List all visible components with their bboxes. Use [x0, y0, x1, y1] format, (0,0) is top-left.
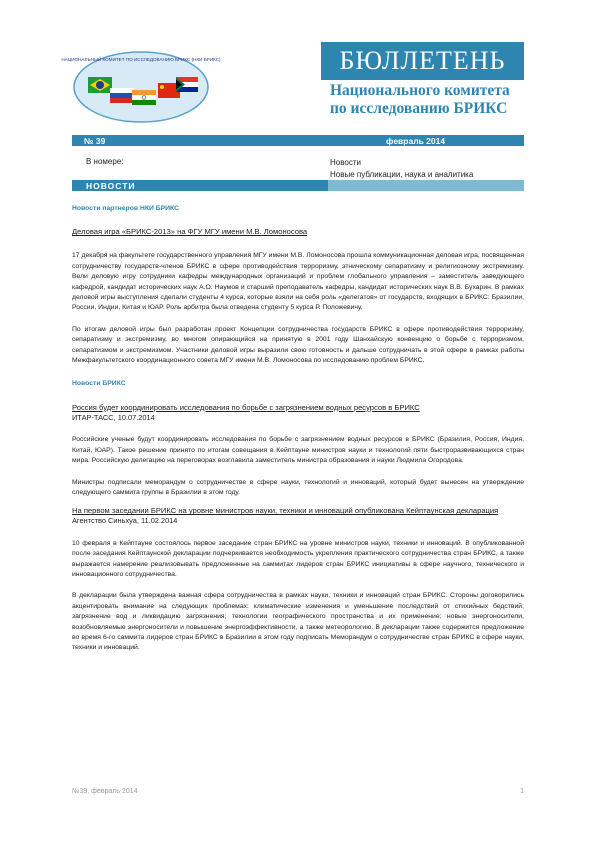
subtitle-line-2: по исследованию БРИКС — [330, 100, 508, 117]
contents-item-news[interactable]: Новости — [330, 158, 361, 167]
article-2-paragraph-1: Российские ученые будут координировать исследования по борьбе с загрязнением водных ресурсов в БРИКС (Бразилия, Россия, Индия, Китай, ЮАР). Такое решение принято по итогам совещания в Кейптауне министров науки и технологий пяти быстроразвивающихся стран мира. Российскую делегацию на переговорах возглавила заместитель министра образования и науки Людмила Огородова. — [72, 436, 524, 465]
bulletin-subtitle — [330, 82, 530, 118]
section-bar-light — [328, 180, 524, 191]
issue-date: февраль 2014 — [386, 135, 446, 146]
subtitle-line-1: Национального комитета — [330, 82, 510, 99]
contents-item-publications[interactable]: Новые публикации, наука и аналитика — [330, 170, 474, 179]
issue-number: № 39 — [84, 135, 106, 146]
article-3-title[interactable]: На первом заседании БРИКС на уровне министров науки, техники и инноваций опубликована Кейптаунская декларация — [72, 506, 499, 516]
main-content — [72, 204, 524, 665]
contents-label: В номере: — [86, 157, 124, 166]
news-section-label: НОВОСТИ — [86, 180, 136, 191]
article-1-paragraph-1: 17 декабря на факультете государственного управления МГУ имени М.В. Ломоносова прошла коммуникационная деловая игра, посвященная сотрудничеству государств-членов БРИКС в сфере противодействия терроризму, этническому сепаратизму и религиозному экстремизму. Вели деловую игру сотрудники кафедры международных организаций и проблем глобального управления – заместитель заведующего кафедрой, кандидат исторических наук А.О. Наумов и старший преподаватель кафедры, кандидат исторических наук В.В. Бухарин. В рамках деловой игры выступления сделали студенты 4 курса, которые взяли на себя роль «делегатов» от государств, входящих в БРИКС: Бразилии, России, Индии, Китая и ЮАР. Роль арбитра была отведена студенту 5 курса Р. Положевичу. — [72, 252, 524, 312]
page-number: 1 — [520, 788, 524, 795]
russia-flag-icon — [110, 88, 134, 103]
issue-bar — [72, 135, 524, 146]
article-2-paragraph-2: Министры подписали меморандум о сотрудничестве в сфере науки, технологий и инноваций, который будет вынесен на утверждение следующего саммита группы в Бразилии в этом году. — [72, 478, 524, 496]
article-3-paragraph-1: 10 февраля в Кейптауне состоялось первое заседание стран БРИКС на уровне министров науки, техники и инноваций. В опубликованной после заседания Кейптаунской декларации подчеркивается необходимость укрепления практического сотрудничества стран БРИКС, а также выражается намерение реализовывать предложенные на саммитах лидеров стран БРИКС инициативы в сфере научного, технического и инновационного сотрудничества. — [72, 539, 524, 578]
bulletin-title: БЮЛЛЕТЕНЬ — [321, 42, 524, 80]
logo-text: НАЦИОНАЛЬНЫЙ КОМИТЕТ ПО ИССЛЕДОВАНИЮ БРИКС (НКИ БРИКС) — [61, 57, 221, 62]
footer-issue: №39, февраль 2014 — [72, 788, 138, 795]
brics-committee-logo — [61, 50, 221, 124]
contents-list — [330, 157, 473, 181]
article-3-source: Агентство Синьхуа, 11.02.2014 — [72, 516, 178, 526]
article-2-title[interactable]: Россия будет координировать исследования по борьбе с загрязнением водных ресурсов в БРИКС — [72, 402, 420, 412]
article-2-source: ИТАР-ТАСС, 10.07.2014 — [72, 412, 155, 422]
south-africa-flag-icon — [176, 77, 198, 92]
partners-news-heading: Новости партнеров НКИ БРИКС — [72, 205, 180, 212]
article-1-paragraph-2: По итогам деловой игры был разработан проект Концепции сотрудничества государств БРИКС в сфере противодействия терроризму, сепаратизму и экстремизму, во многом опирающийся на принятую в 2001 году Шанхайскую конвенцию о борьбе с терроризмом, сепаратизмом и экстремизмом. Участники деловой игры выразили свою готовность и дальше сотрудничать в этой сфере в рамках работы Межфакультетского координационного совета МГУ имени М.В. Ломоносова по исследованию проблем БРИКС. — [72, 325, 524, 365]
news-section-bar — [72, 180, 524, 191]
page-footer — [72, 788, 524, 795]
brazil-flag-icon — [88, 77, 112, 93]
article-3-paragraph-2: В декларации была утверждена важная сфера сотрудничества в рамках науки, техники и инноваций стран БРИКС. Стороны договорились акцентировать внимание на следующих проблемах: климатические изменения и уменьшение последствий от стихийных бедствий; загрязнение вод и ликвидацию загрязнения; технологии географического пространства и их применение; новые энергоносители, возобновляемые энергоносители и повышение энергоэффективности, а также метеорологию. В декларации также содержится предложение во время 6-го саммита лидеров стран БРИКС в Бразилии в этом году подписать Меморандум о сотрудничестве стран БРИКС в сфере науки, техники и инноваций. — [72, 592, 524, 652]
india-flag-icon — [132, 90, 156, 105]
brics-news-heading: Новости БРИКС — [72, 380, 126, 388]
article-1-title[interactable]: Деловая игра «БРИКС-2013» на ФГУ МГУ имени М.В. Ломоносова — [72, 227, 308, 237]
